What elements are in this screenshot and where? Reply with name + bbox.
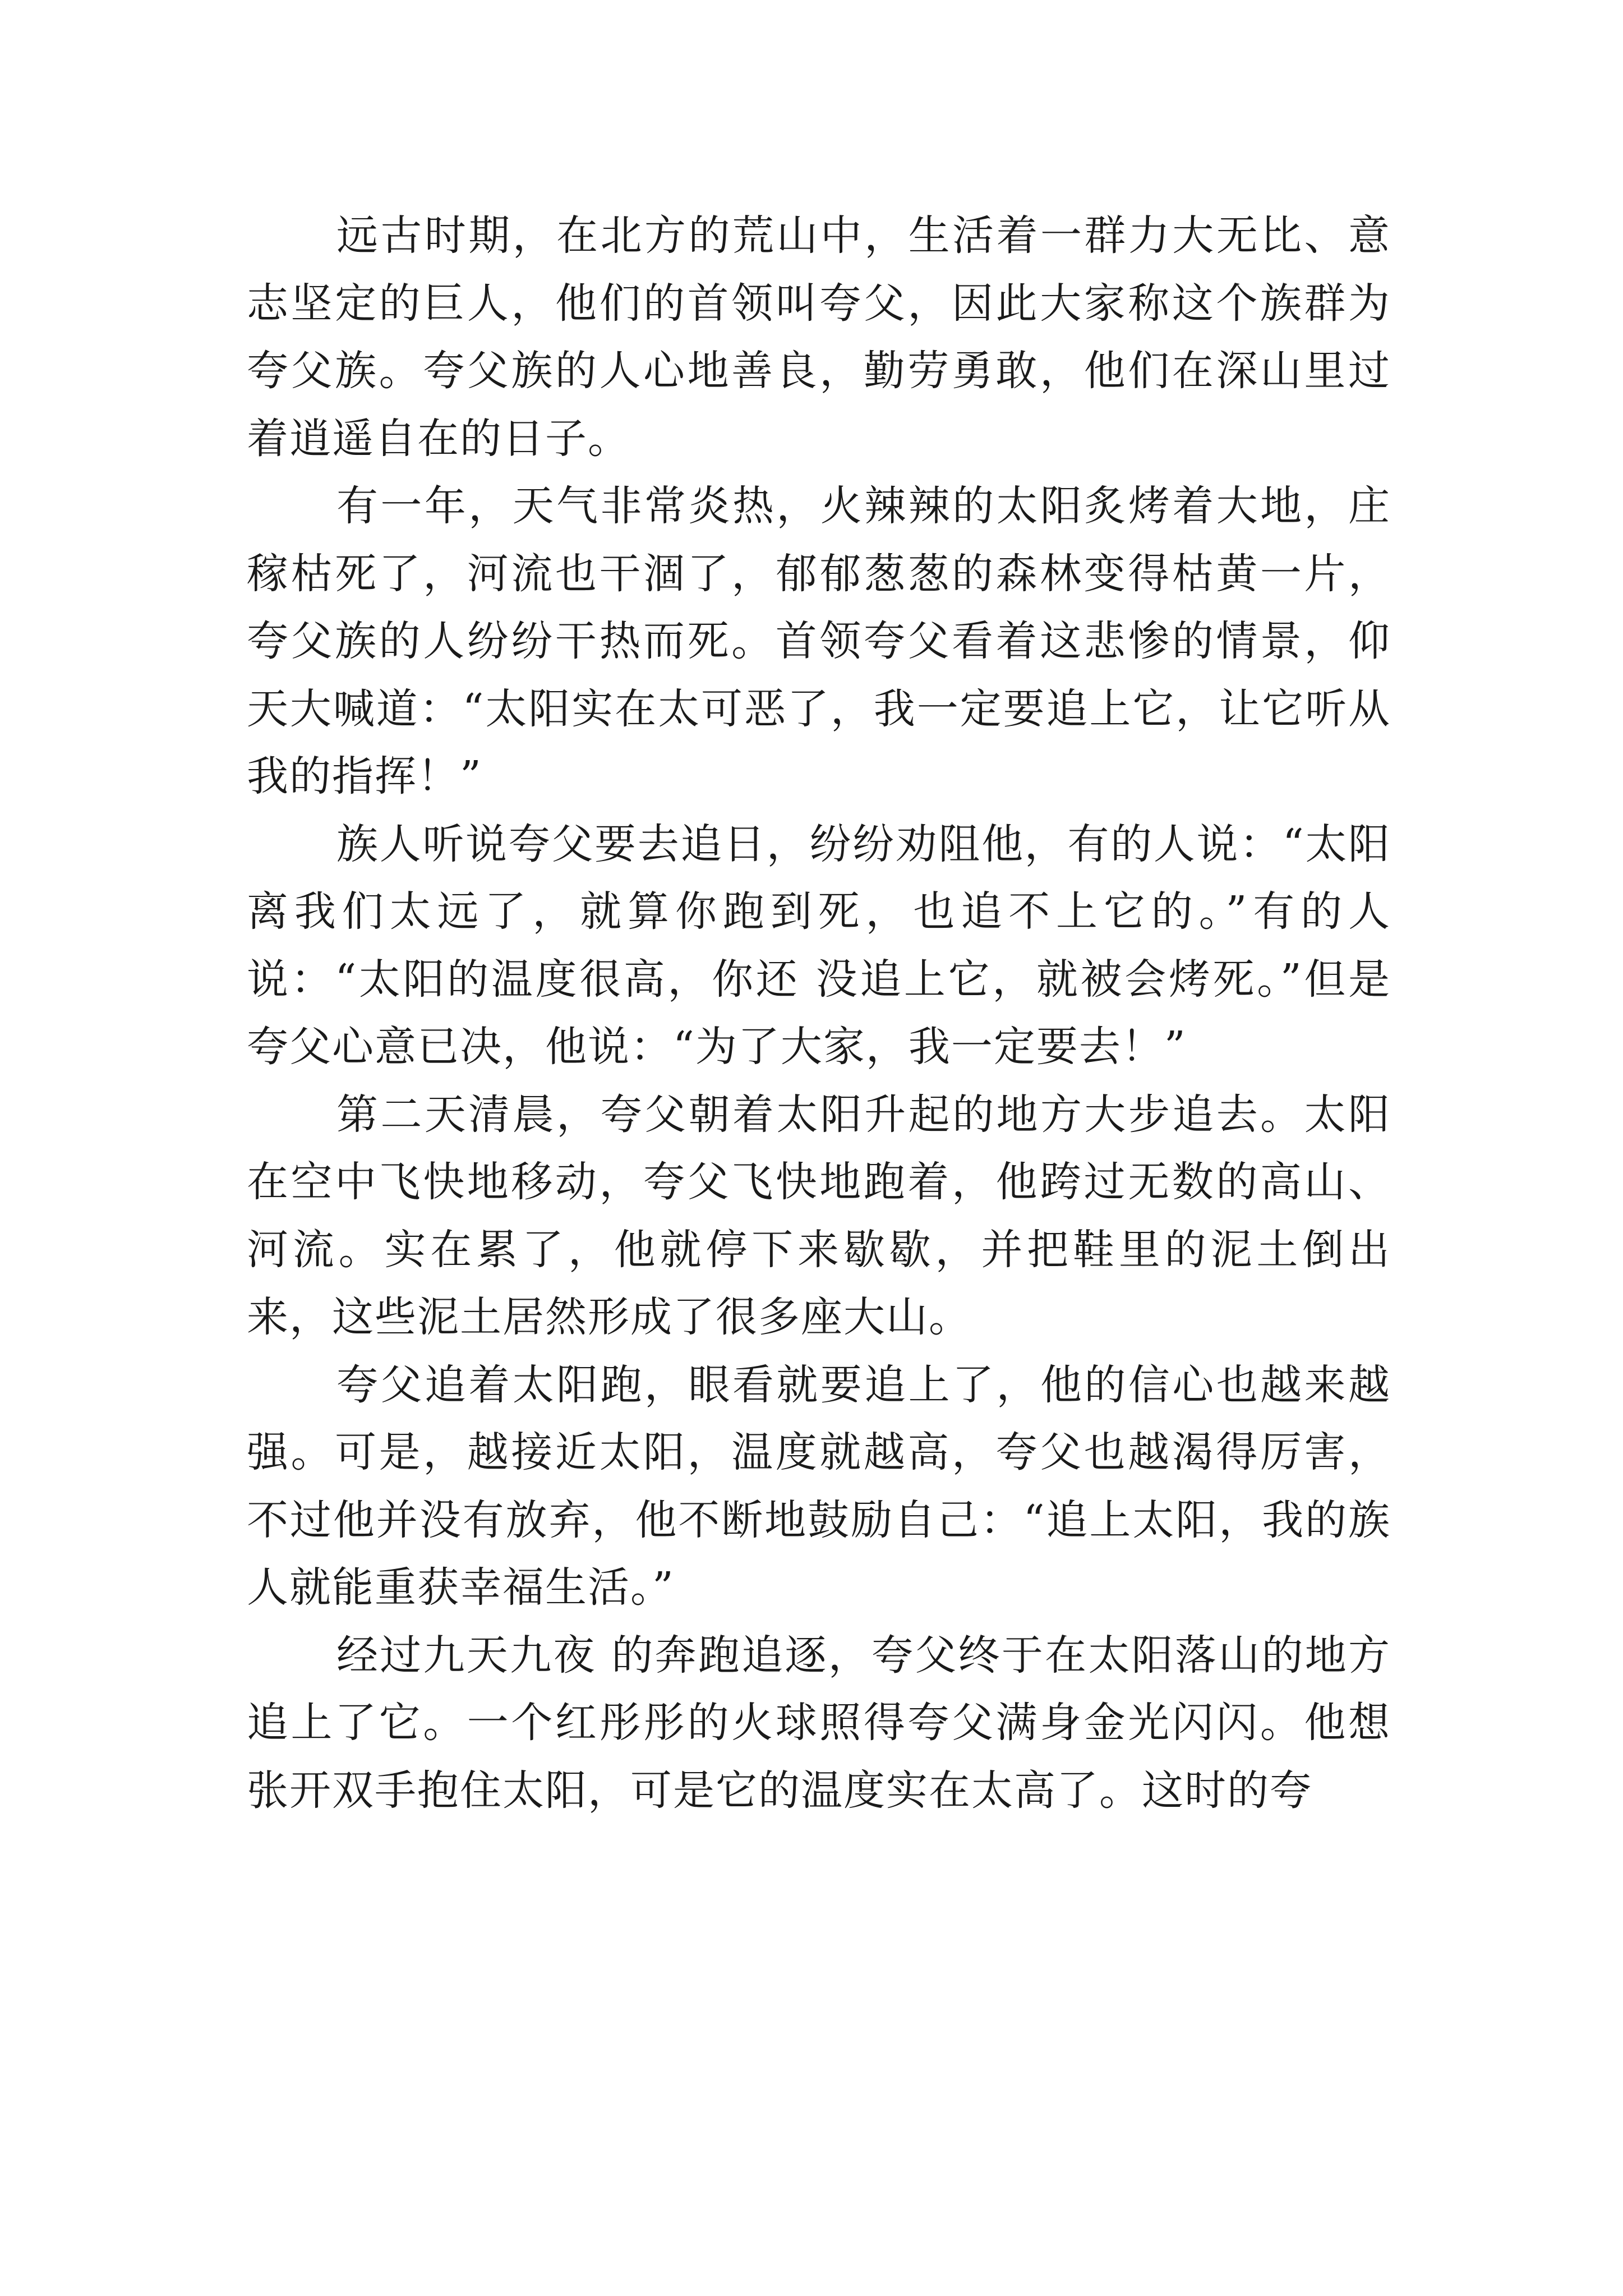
paragraph-6: 经过九天九夜 的奔跑追逐，夸父终于在太阳落山的地方追上了它。一个红彤彤的火球照得夸父满身金光闪闪。他想张开双手抱住太阳，可是它的温度实在太高了。这时的夸 [247,1631,1391,1815]
story-body [247,202,1391,1824]
paragraph-5: 夸父追着太阳跑，眼看就要追上了，他的信心也越来越强。可是，越接近太阳，温度就越高，夸父也越渴得厉害，不过他并没有放弃，他不断地鼓励自己：“追上太阳，我的族人就能重获幸福生活。” [247,1360,1391,1612]
paragraph-1: 远古时期，在北方的荒山中，生活着一群力大无比、意志坚定的巨人，他们的首领叫夸父，因此大家称这个族群为夸父族。夸父族的人心地善良，勤劳勇敢，他们在深山里过着逍遥自在的日子。 [247,211,1391,463]
paragraph-2: 有一年，天气非常炎热，火辣辣的太阳炙烤着大地，庄稼枯死了，河流也干涸了，郁郁葱葱的森林变得枯黄一片，夸父族的人纷纷干热而死。首领夸父看着这悲惨的情景，仰天大喊道：“太阳实在太可恶了，我一定要追上它，让它听从我的指挥！” [247,482,1391,800]
paragraph-3: 族人听说夸父要去追日，纷纷劝阻他，有的人说：“太阳离我们太远了，就算你跑到死，也追不上它的。”有的人说：“太阳的温度很高，你还 没追上它，就被会烤死。”但是夸父心意已决，他说：“为了大家，我一定要去！” [247,820,1391,1071]
paragraph-4: 第二天清晨，夸父朝着太阳升起的地方大步追去。太阳在空中飞快地移动，夸父飞快地跑着，他跨过无数的高山、河流。实在累了，他就停下来歇歇，并把鞋里的泥土倒出来，这些泥土居然形成了很多座大山。 [247,1090,1391,1341]
